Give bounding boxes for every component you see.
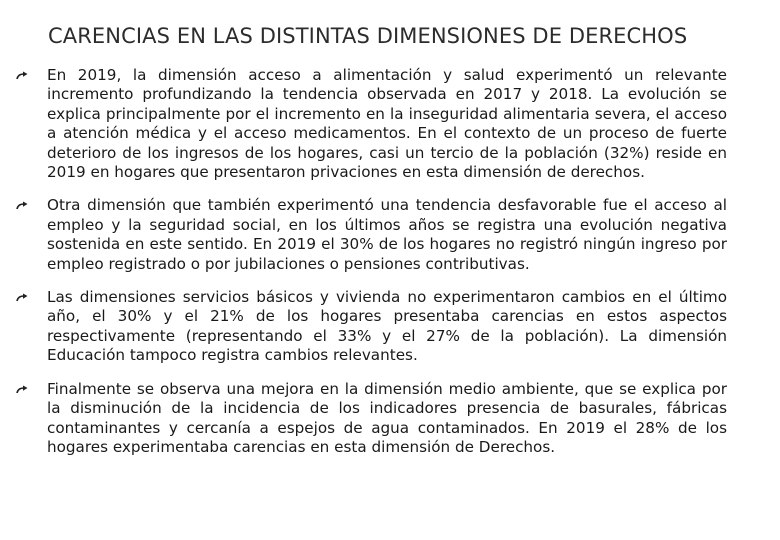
page-title: CARENCIAS EN LAS DISTINTAS DIMENSIONES DE DERECHOS — [48, 24, 688, 48]
arrow-curved-right-icon — [16, 293, 29, 303]
bullet-text: Las dimensiones servicios básicos y vivienda no experimentaron cambios en el último año, el 30% y el 21% de los hogares presentaba carencias en estos aspectos respectivamente (representando el 33% y el 27% de la población). La dimensión Educación tampoco registra cambios relevantes. — [47, 288, 727, 365]
bullet-item — [16, 288, 727, 366]
arrow-curved-right-icon — [16, 71, 29, 81]
bullet-item — [16, 196, 727, 274]
bullet-item — [16, 380, 727, 458]
arrow-curved-right-icon — [16, 201, 29, 211]
bullet-text: En 2019, la dimensión acceso a alimentación y salud experimentó un relevante incremento profundizando la tendencia observada en 2017 y 2018. La evolución se explica principalmente por el incremento en la inseguridad alimentaria severa, el acceso a atención médica y el acceso medicamentos. En el contexto de un proceso de fuerte deterioro de los ingresos de los hogares, casi un tercio de la población (32%) reside en 2019 en hogares que presentaron privaciones en esta dimensión de derechos. — [47, 66, 727, 182]
bullet-list — [16, 66, 727, 471]
bullet-item — [16, 66, 727, 182]
bullet-text: Otra dimensión que también experimentó una tendencia desfavorable fue el acceso al empleo y la seguridad social, en los últimos años se registra una evolución negativa sostenida en este sentido. En 2019 el 30% de los hogares no registró ningún ingreso por empleo registrado o por jubilaciones o pensiones contributivas. — [47, 196, 727, 273]
arrow-curved-right-icon — [16, 385, 29, 395]
bullet-text: Finalmente se observa una mejora en la dimensión medio ambiente, que se explica por la disminución de la incidencia de los indicadores presencia de basurales, fábricas contaminantes y cercanía a espejos de agua contaminados. En 2019 el 28% de los hogares experimentaba carencias en esta dimensión de Derechos. — [47, 379, 727, 456]
